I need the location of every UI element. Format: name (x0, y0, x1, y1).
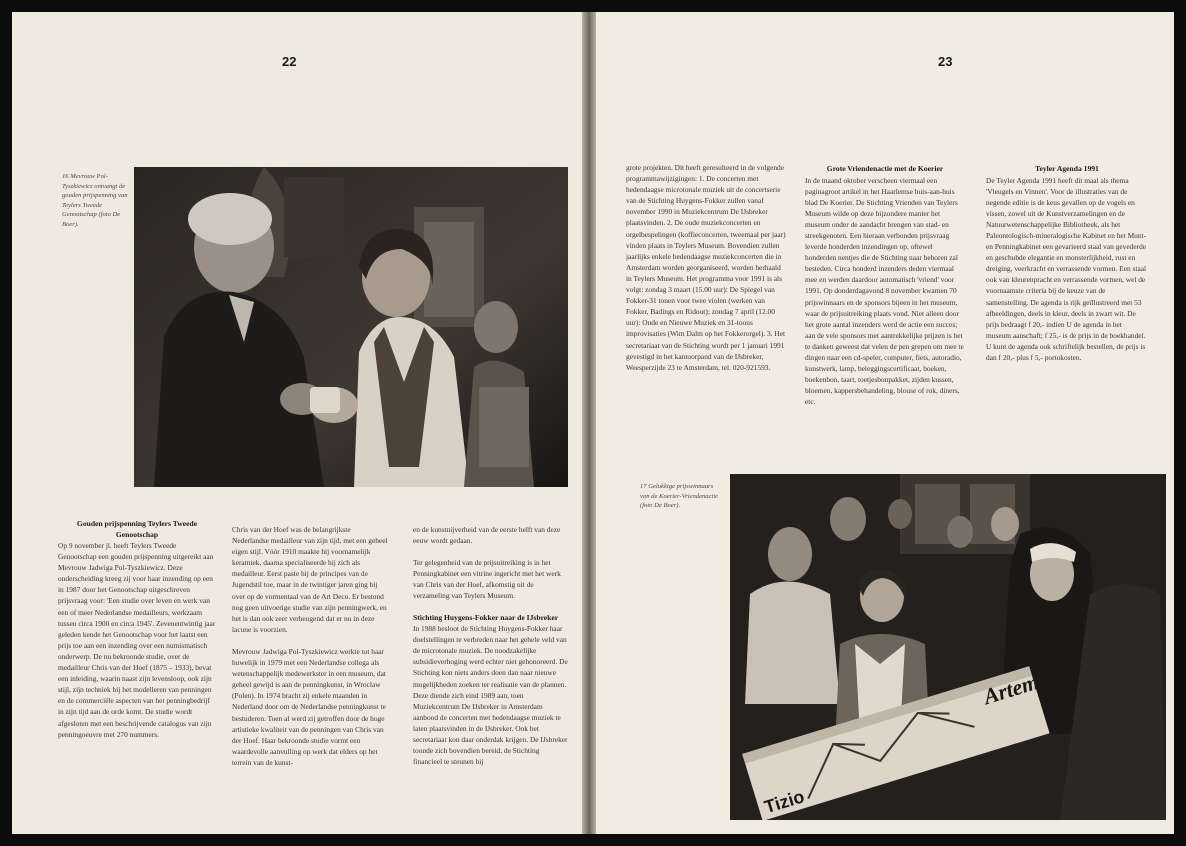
page-number: 23 (938, 54, 953, 69)
body-text: Chris van der Hoef was de belangrijkste Nederlandse medailleur van zijn tijd, met een geheel eigen stijl. Vóór 1910 maakte hij voornamelijk keramiek, daarna specialiseerde hij zich als medailleur. Eerst paste hij de principes van de Jugendstil toe, maar in de twintiger jaren ging hij over op de vormentaal van de Art Deco. Er bestond nog geen uitvoerige studie van zijn penningwerk, en het is dan ook zeer verheugend dat er nu in deze lacune is voorzien. (232, 525, 388, 634)
text-column-2 (232, 524, 388, 768)
section-heading: Stichting Huygens-Fokker naar de IJsbreker (413, 612, 559, 622)
prize-winners-photo (730, 474, 1166, 820)
body-text: In de maand oktober verscheen viermaal een paginagroot artikel in het Haarlemse huis-aan-huis blad De Koerier. De Stichting Vrienden van Teylers Museum wilde op deze bijzondere manier het museum onder de aandacht brengen van stad- en streekgenoten. Een hieraan verbonden prijsvraag leverde honderden inzendingen op, oftewel honderden nentjes die de Stichting naar behoren zal besteden. Circa honderd inzenders deden viermaal mee en werden daardoor automatisch 'vriend' voor 1991. Op donderdagavond 8 november kwamen 70 prijswinnaars en de sponsors bijeen in het museum, waar de prijsuitreiking plaats vond. Niet alleen door het grote aantal inzenders werd de actie een succes; aan de vele sponsors met aantrekkelijke prijzen is het te danken geweest dat velen de pen grepen om mee te dingen naar een cd-speler, computer, fiets, autoradio, kunstwerk, lamp, beleggingscertificaat, boeken, boekenbon, taart, toetjesbonpakket, zijden kussen, bloemen, kappersbehandeling, blouse of rok, diners, etc. (805, 175, 964, 407)
text-column-3 (986, 164, 1148, 363)
body-text: Ter gelegenheid van de prijsuitreiking is in het Penningkabinet een vitrine ingericht met het werk van Chris van der Hoef, afkomstig uit de verzameling van Teylers Museum. (413, 558, 561, 601)
text-column-3 (413, 524, 569, 767)
book-gutter (582, 12, 596, 834)
body-text: In 1988 besloot de Stichting Huygens-Fokker haar doelstellingen te verbreden naar het gehele veld van de microtonale muziek. De noodzakelijke subsidieverhoging werd echter niet gehonoreerd. De Stichting kon niets anders doen dan naar nieuwe mogelijkheden zoeken ter realisatie van de plannen. Deze diende zich eind 1989 aan, toen Muziekcentrum De IJsbreker in Amsterdam aanbood de concerten met hedendaagse muziek te laten plaatsvinden in de IJsbreker. Ook het secretariaat kon daar onderdak krijgen. De IJsbreker toonde zich bovendien bereid, de Stichting financieel te steunen bij (413, 624, 568, 767)
box-product-label: Tizio (761, 786, 807, 818)
page-number: 22 (282, 54, 297, 69)
section-heading: Gouden prijspenning Teylers Tweede Genootschap (76, 519, 198, 539)
body-text: en de kunstnijverheid van de eerste helft van deze eeuw wordt gedaan. (413, 525, 561, 546)
right-page (596, 12, 1174, 834)
body-text: Mevrouw Jadwiga Pol-Tyszkiewicz werkte tot haar huwelijk in 1979 met een Nederlandse collega als wetenschappelijk medewerkster in een museum, dat geheel gewijd is aan de penningkunst, in Wroclaw (Polen). In 1974 bracht zij enkele maanden in Nederland door om de Nederlandse penningkunst te bestuderen. Toen al werd zij getroffen door de hoge artistieke kwaliteit van de penningen van Chris van der Hoef. Haar bekroonde studie vormt een waardevolle aanvulling op werk dat elders op het terrein van de kunst- (232, 646, 386, 767)
text-column-1 (626, 162, 786, 373)
box-brand-label: Artemide (980, 660, 1068, 710)
section-heading: Teyler Agenda 1991 (1035, 164, 1099, 173)
text-column-1 (58, 519, 216, 740)
body-text: De Teyler Agenda 1991 heeft dit maal als thema 'Vleugels en Vinnen'. Voor de illustraties van de negende editie is de keus gevallen op de vogels en vissen, zowel uit de Kunstverzamelingen en de Natuurwetenschappelijke Bibliotheek, als het Paleontologisch-mineralogische Kabinet en het Munt- en Penningkabinet een gevarieerd staal van gevederde en geschubde elegantie en monsterlijkheid, rust en dreiging, veerkracht en verrassende vormen. Een staal ook van kleurenpracht en verrassende vormen, wel de voornaamste criteria bij de keuze van de samenstelling. De agenda is rijk geïllustreerd met 53 afbeeldingen, deels in kleur, deels in zwart wit. De prijs bedraagt f 20,- indien U de agenda in het museum aanschaft; f 25,- is de prijs in de boekhandel. U kunt de agenda ook schriftelijk bestellen, de prijs is dan f 20,- plus f 5,- portokosten. (986, 175, 1147, 362)
photo-caption: 17 Gelukkige prijswinnaars van de Koerier-Vriendenactie (foto De Boer). (640, 483, 719, 509)
photo-illustration (134, 167, 568, 487)
photo-illustration (730, 474, 1166, 820)
left-page (12, 12, 582, 834)
section-heading: Grote Vriendenactie met de Koerier (826, 164, 944, 173)
text-column-2 (805, 164, 965, 407)
medal-ceremony-photo (134, 167, 568, 487)
photo-caption: 16 Mevrouw Pol-Tyszkiewicz ontvangt de gouden prijspenning van Teylers Tweede Genootschap (foto De Boer). (62, 173, 128, 228)
body-text: grote projekten. Dit heeft geresulteerd in de volgende programmawijzigingen: 1. De concerten met hedendaagse microtonale muziek uit de concertserie van de Stichting Huygens-Fokker zullen vanaf november 1990 in Muziekcentrum De IJsbreker plaatsvinden. 2. De oude muziekconcerten en orgelbespelingen (koffieconcerten, tweemaal per jaar) vinden plaats in Teylers Museum. Bovendien zullen jaarlijks enkele hedendaagse muziekconcerten die in Amsterdam worden georganiseerd, worden herhaald in Teylers Museum. Het programma voor 1991 is als volgt: zondag 3 maart (15.00 uur): De Spiegel van Fokker-31 tonen voor twee violen (werken van Fokker, Badings en Ridout); zondag 7 april (12.00 uur): Oude en Nieuwe Muziek en 31-toons improvisaties (Wim Dalm op het Fokkerorgel). 3. Het secretariaat van de Stichting wordt per 1 januari 1991 gevestigd in het kantoorpand van de IJsbreker, Weesperzijde 23 te Amsterdam, tel. 020-921593. (626, 163, 786, 372)
body-text: Op 9 november jl. heeft Teylers Tweede Genootschap een gouden prijspenning uitgereikt aan Mevrouw Jadwiga Pol-Tyszkiewicz. Deze onderscheiding kreeg zij voor haar inzending op een in 1987 door het Genootschap uitgeschreven prijsvraag voor: 'Een studie over leven en werk van een of meer Nederlandse medailleurs, werkzaam tussen circa 1900 en circa 1945'. Zevenentwintig jaar geleden kende het Genootschap voor het laatst een prijs toe aan een inzending over een numismatisch onderwerp. De nu bekroonde studie, over de medailleur Chris van der Hoef (1875 – 1933), bevat een inleiding, waarin naast zijn levensloop, ook zijn stijl, zijn techniek bij het modelleren van penningen en de commerciële aspecten van het penningbedrijf in zijn tijd aan de orde komt. De studie wordt afgesloten met een beschrijvende catalogus van zijn penningoeuvre met 270 nummers. (58, 541, 216, 739)
